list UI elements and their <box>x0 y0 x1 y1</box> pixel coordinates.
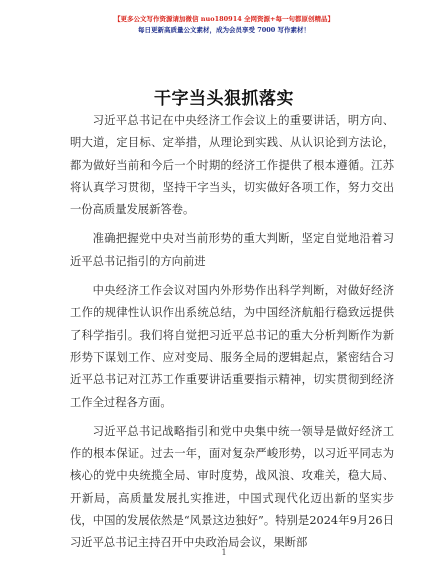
paragraph-section-heading: 准确把握党中央对当前形势的重大判断，坚定自觉地沿着习近平总书记指引的方向前进 <box>70 232 394 268</box>
banner-line-1: 【更多公文写作资源请加微信 nuo180914 全网资源+每一句都原创精品】 <box>114 15 334 23</box>
banner-line-2: 每日更新高质量公文素材，成为会员享受 7000 写作素材！ <box>137 26 311 34</box>
paragraph-leadership: 习近平总书记战略指引和党中央集中统一领导是做好经济工作的根本保证。过去一年，面对复杂严峻形势，以习近平同志为核心的党中央统揽全局、审时度势，战风浪、攻难关，稳大局、开新局，高质量发展扎实推进，中国式现代化迈出新的坚实步伐，中国的发展依然是“风景这边独好”。特别是2024年9月26日习近平总书记主持召开中央政治局会议，果断部 <box>70 424 394 550</box>
document-title: 干字当头狠抓落实 <box>154 89 294 109</box>
paragraph-economic-conference: 中央经济工作会议对国内外形势作出科学判断，对做好经济工作的规律性认识作出系统总结，为中国经济航船行稳致远提供了科学指引。我们将自觉把习近平总书记的重大分析判断作为新形势下谋划工作、应对变局、服务全局的逻辑起点，紧密结合习近平总书记对江苏工作重要讲话重要指示精神，切实贯彻到经济工作全过程各方面。 <box>70 284 394 409</box>
header-banner <box>0 14 448 36</box>
paragraph-intro: 习近平总书记在中央经济工作会议上的重要讲话，明方向、明大道，定目标、定举措，从理论到实践、从认识论到方法论，都为做好当前和今后一个时期的经济工作提供了根本遵循。江苏将认真学习贯彻，坚持干字当头，切实做好各项工作，努力交出一份高质量发展新答卷。 <box>70 114 394 217</box>
page-number: 1 <box>221 548 227 557</box>
document-body <box>70 110 394 562</box>
